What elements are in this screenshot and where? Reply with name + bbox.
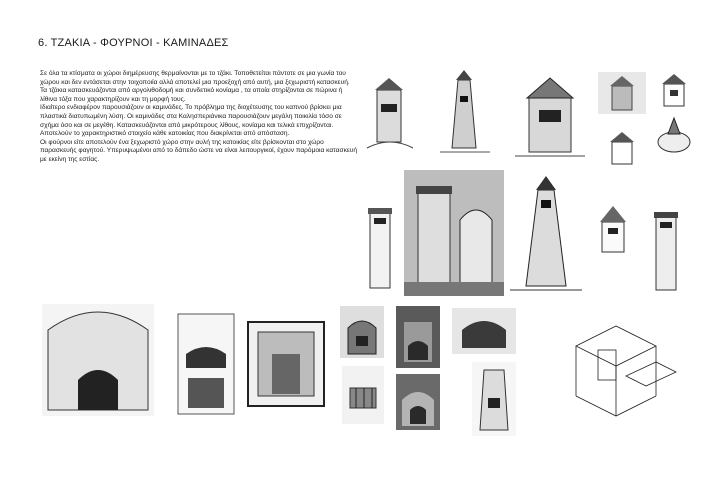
paragraph-ovens: Οι φούρνοι είτε αποτελούν ένα ξεχωριστό χώρο στην αυλή της κατοικίας είτε βρίσκονται στο χώρο παρασκευής φαγητού. Υπερυψωμένοι από το δάπεδο ώστε να είναι λειτουργικοί, έχουν παρόμοια κατασκευή με εκείνη της εστίας. (40, 138, 358, 163)
chimney-sketch-2 (440, 68, 490, 156)
oven-photo-5 (396, 374, 440, 430)
axonometric-drawing (556, 306, 686, 446)
chimney-sketch-6 (642, 208, 690, 298)
oven-photo-6 (472, 362, 516, 436)
oven-photo-3 (452, 308, 516, 354)
oven-photo-1 (340, 306, 384, 358)
oven-sketch-2 (176, 308, 236, 418)
chimney-photo-1 (598, 72, 646, 114)
paragraph-fireplaces: Σε όλα τα κτίσματα οι χώροι διημέρευσης θερμαίνονται με το τζάκι. Τοποθετείται πάντοτε σε μια γωνία του χώρου και δεν εντάσεται στην τοιχοποιία αλλά αποτελεί μια προεξοχή από αυτή, μια ξεχωριστή κατασκευή. Τα τζάκια κατασκευάζονται από αργολιθοδομή και συνδετικό κονίαμα , τα οποία στηρίζονται σε πώρινα ή λίθινα τόξα που χαρακτηρίζουν και τη μορφή τους. (40, 70, 350, 103)
chimney-sketch-5 (590, 200, 636, 258)
oven-photo-2 (396, 306, 440, 368)
oven-photo-4 (342, 366, 384, 424)
chimney-icon-2 (654, 112, 694, 154)
chimney-sketch-1 (365, 70, 415, 150)
chimney-sketch-4 (360, 198, 400, 294)
chimney-sketch-3 (515, 70, 585, 160)
chimney-icon-3 (602, 128, 642, 168)
page-title: 6. ΤΖΑΚΙΑ - ΦΟΥΡΝΟΙ - ΚΑΜΙΝΑΔΕΣ (38, 37, 229, 49)
chimney-photo-2 (404, 170, 504, 296)
oven-sketch-3 (246, 320, 326, 408)
chimney-sketch-large (510, 170, 582, 296)
oven-sketch-1 (38, 300, 158, 420)
paragraph-chimneys: Ιδιαίτερο ενδιαφέρον παρουσιάζουν οι καμινάδες. Το πρόβλημα της διοχέτευσης του καπνού βρίσκει μια πλαστικά διατυπωμένη λύση. Οι καμινάδες στα Καλησπεριάνικα παρουσιάζουν μεγάλη ποικιλία τόσο σε σχήμα όσο και σε μεγέθη. Κατασκευάζονται από μικρότερους λίθους, κονίαμα και τελικά επιχρίζονται. Αποτελούν το χαρακτηριστικό στοιχείο κάθε κατοικίας που διακρίνεται από απόσταση. (40, 104, 342, 138)
body-text (40, 70, 358, 165)
chimney-icon-1 (656, 70, 692, 110)
